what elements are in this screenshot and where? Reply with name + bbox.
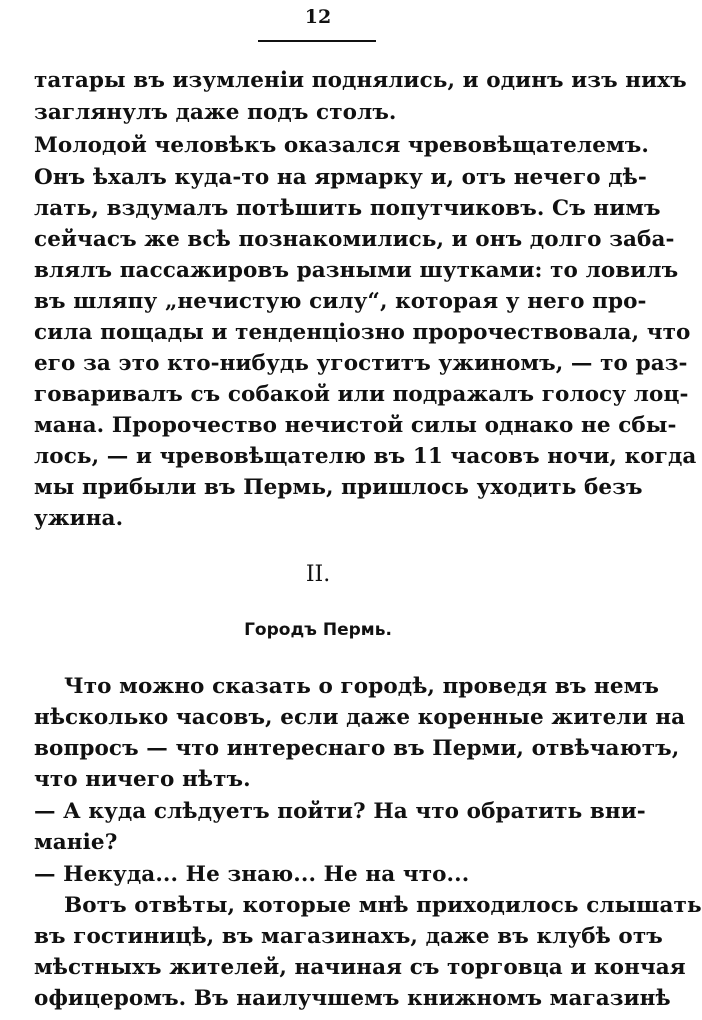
text-line: — Некуда... Не знаю... Не на что...	[34, 862, 470, 887]
text-line: Молодой человѣкъ оказался чревовѣщателемъ.	[34, 133, 649, 158]
text-line: лать, вздумалъ потѣшить попутчиковъ. Съ нимъ	[34, 196, 661, 221]
text-line: офицеромъ. Въ наилучшемъ книжномъ магазинѣ	[34, 986, 671, 1011]
text-line: сила пощады и тенденціозно пророчествовала, что	[34, 320, 691, 345]
text-line: заглянулъ даже подъ столъ.	[34, 100, 397, 125]
text-line: нѣсколько часовъ, если даже коренные жители на	[34, 705, 686, 730]
text-line: что ничего нѣтъ.	[34, 767, 251, 792]
text-line: ужина.	[34, 506, 124, 531]
text-line: вопросъ — что интереснаго въ Перми, отвѣчаютъ,	[34, 736, 680, 761]
text-line: Вотъ отвѣты, которые мнѣ приходилось слышать	[64, 893, 702, 918]
text-line: въ шляпу „нечистую силу“, которая у него про-	[34, 289, 647, 314]
text-line: говаривалъ съ собакой или подражалъ голосу лоц-	[34, 382, 689, 407]
text-line: лось, — и чревовѣщателю въ 11 часовъ ночи, когда	[34, 444, 697, 469]
text-line: маніе?	[34, 830, 118, 855]
section-title: Городъ Пермь.	[244, 620, 392, 640]
text-line: въ гостиницѣ, въ магазинахъ, даже въ клубѣ отъ	[34, 924, 663, 949]
text-line: татары въ изумленіи поднялись, и одинъ изъ нихъ	[34, 68, 687, 93]
text-line: — А куда слѣдуетъ пойти? На что обратить вни-	[34, 799, 646, 824]
text-line: влялъ пассажировъ разными шутками: то ловилъ	[34, 258, 679, 283]
text-line: Что можно сказать о городѣ, проведя въ немъ	[64, 674, 660, 699]
text-line: мы прибыли въ Пермь, пришлось уходить безъ	[34, 475, 643, 500]
text-line: мѣстныхъ жителей, начиная съ торговца и кончая	[34, 955, 686, 980]
text-line: сейчасъ же всѣ познакомились, и онъ долго заба-	[34, 227, 675, 252]
text-line: Онъ ѣхалъ куда-то на ярмарку и, отъ нечего дѣ-	[34, 165, 647, 190]
header-rule	[258, 40, 376, 42]
text-line: мана. Пророчество нечистой силы однако не сбы-	[34, 413, 677, 438]
text-line: его за это кто-нибудь угоститъ ужиномъ, — то раз-	[34, 351, 688, 376]
page-number: 12	[304, 6, 332, 28]
section-numeral: II.	[305, 562, 331, 587]
